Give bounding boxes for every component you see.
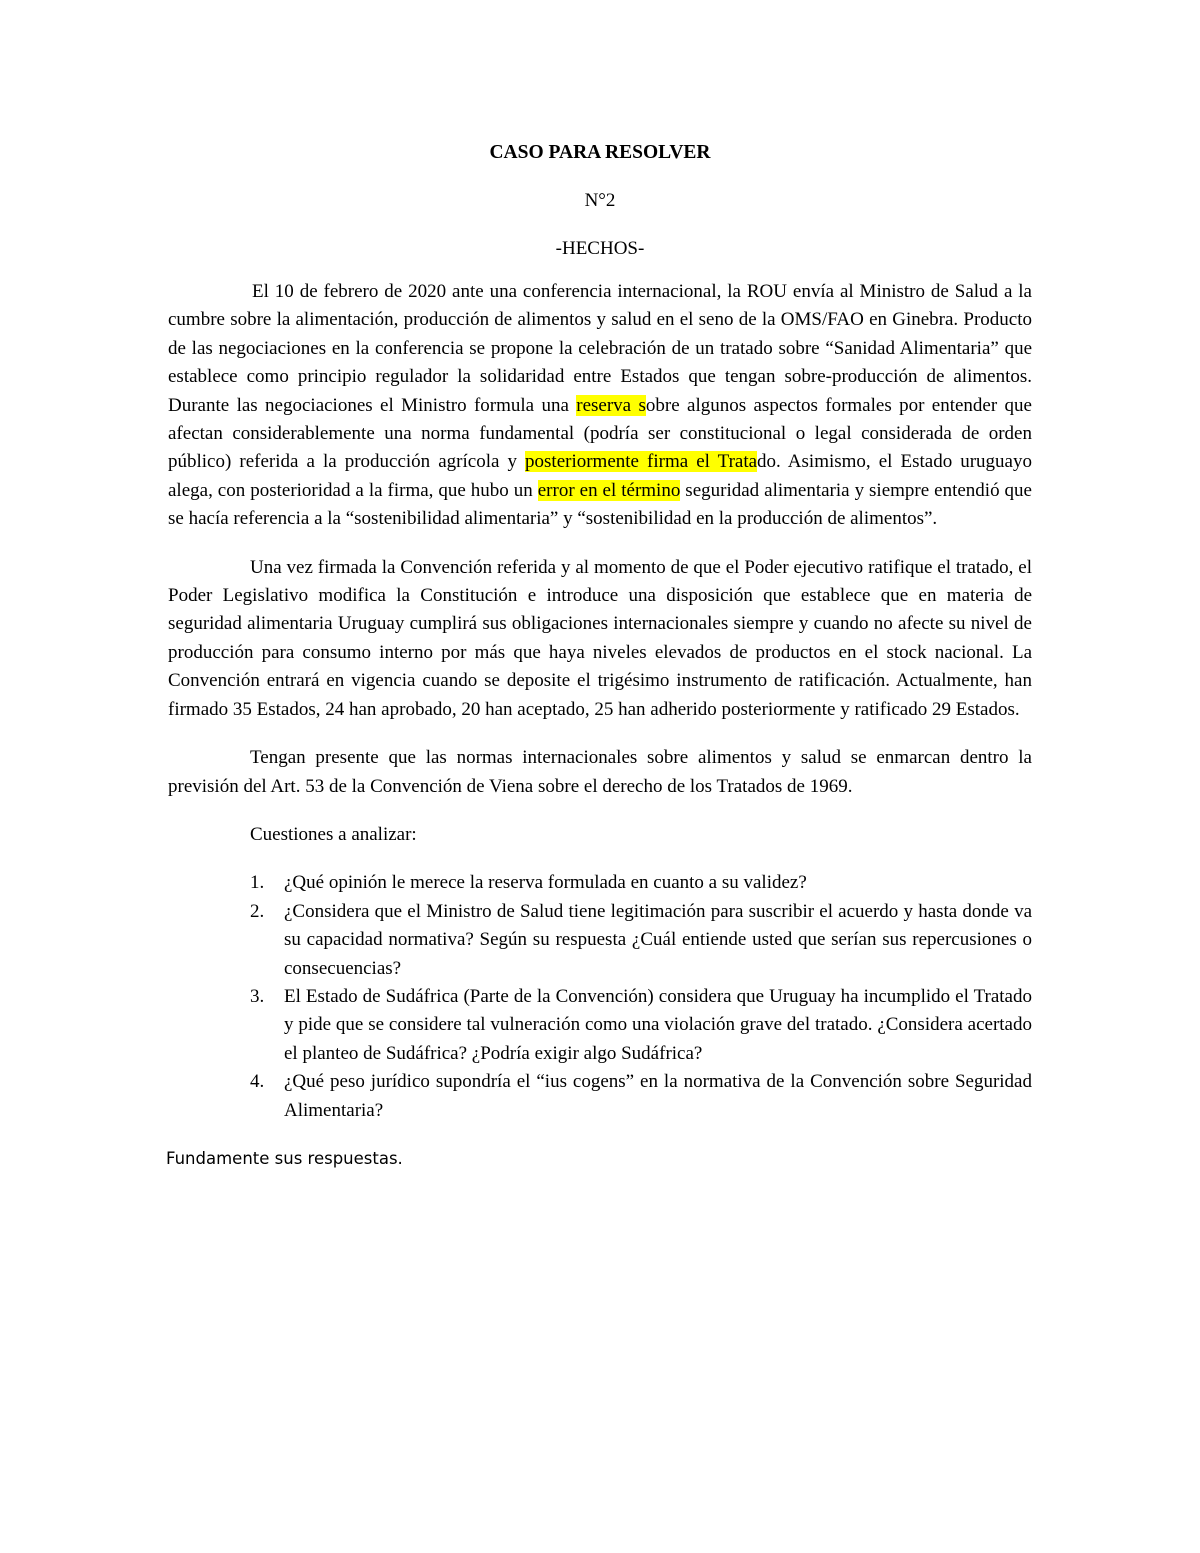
paragraph-facts-text-1: El 10 de febrero de 2020 ante una conferencia internacional, la ROU envía al Ministro de Salud a la cumbre sobre la alimentación, producción de alimentos y salud en el seno de la OMS/FAO en Ginebra. Producto de las negociaciones en la conferencia se propone la celebración de un tratado sobre “Sanidad Alimentaria” que establece como principio regulador la solidaridad entre Estados que tengan sobre-producción de alimentos. Durante las negociaciones el Ministro formula una [168, 281, 1032, 416]
question-text: ¿Qué opinión le merece la reserva formulada en cuanto a su validez? [284, 872, 807, 894]
paragraph-convention: Una vez firmada la Convención referida y al momento de que el Poder ejecutivo ratifique el tratado, el Poder Legislativo modifica la Constitución e introduce una disposición que establece que en materia de seguridad alimentaria Uruguay cumplirá sus obligaciones internacionales siempre y cuando no afecte su nivel de producción para consumo interno por más que haya niveles elevados de productos en el stock nacional. La Convención entrará en vigencia cuando se deposite el trigésimo instrumento de ratificación. Actualmente, han firmado 35 Estados, 24 han aprobado, 20 han aceptado, 25 han adherido posteriormente y ratificado 29 Estados. [168, 556, 1032, 720]
question-item [168, 1068, 1032, 1125]
highlight-firma: posteriormente firma el Trata [525, 451, 758, 473]
paragraph-facts-text-3: do. Asimismo, el Estado uruguayo alega, con posterioridad a la firma, que hubo un [168, 451, 1032, 501]
highlight-error: error en el término [537, 479, 681, 501]
section-heading: -HECHOS- [555, 238, 645, 259]
document-title: CASO PARA RESOLVER [489, 142, 711, 163]
question-number: 2. [250, 900, 265, 922]
paragraph-vienna: Tengan presente que las normas internacionales sobre alimentos y salud se enmarcan dentro la previsión del Art. 53 de la Convención de Viena sobre el derecho de los Tratados de 1969. [168, 747, 1032, 797]
question-number: 1. [250, 872, 265, 894]
closing-instruction: Fundamente sus respuestas. [166, 1148, 403, 1168]
case-number: N°2 [584, 190, 616, 211]
question-number: 3. [250, 985, 265, 1007]
paragraph-facts-text-2: obre algunos aspectos formales por entender que afectan considerablemente una norma fundamental (podría ser constitucional o legal considerada de orden público) referida a la producción agrícola y [168, 394, 1032, 473]
document-body [168, 138, 1032, 1173]
question-item [168, 869, 1032, 897]
paragraph-facts [168, 278, 1032, 534]
question-text: El Estado de Sudáfrica (Parte de la Convención) considera que Uruguay ha incumplido el Tratado y pide que se considere tal vulneración como una violación grave del tratado. ¿Considera acertado el planteo de Sudáfrica? ¿Podría exigir algo Sudáfrica? [284, 985, 1032, 1064]
question-number: 4. [250, 1071, 265, 1093]
question-item [168, 898, 1032, 983]
paragraph-facts-text-4: seguridad alimentaria y siempre entendió que se hacía referencia a la “sostenibilidad alimentaria” y “sostenibilidad en la producción de alimentos”. [168, 479, 1032, 530]
question-text: ¿Qué peso jurídico supondría el “ius cogens” en la normativa de la Convención sobre Seguridad Alimentaria? [284, 1071, 1032, 1121]
questions-list [168, 869, 1032, 1125]
question-text: ¿Considera que el Ministro de Salud tiene legitimación para suscribir el acuerdo y hasta donde va su capacidad normativa? Según su respuesta ¿Cuál entiende usted que serían sus repercusiones o consecuencias? [284, 900, 1032, 979]
question-item [168, 983, 1032, 1068]
highlight-reserva: reserva s [576, 394, 646, 416]
questions-heading: Cuestiones a analizar: [250, 823, 417, 845]
